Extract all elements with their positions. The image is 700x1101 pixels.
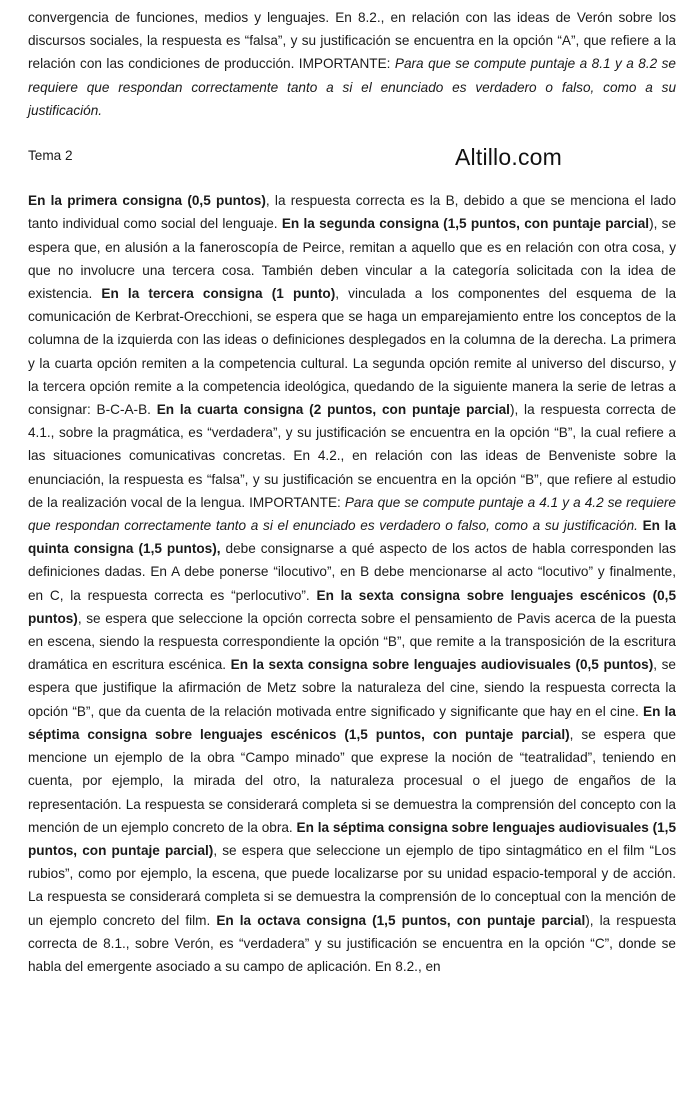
intro-text: convergencia de funciones, medios y lenguajes. En 8.2., en relación con las ideas de Verón sobre los discursos sociales, la respuesta es “falsa”, y su justificación se encuentra en la opción “A”, que refiere a la relación con las condiciones de producción. IMPORTANTE: xyxy=(28,10,676,72)
consigna-heading: En la séptima consigna sobre lenguajes audiovisuales (1,5 puntos, con puntaje parcial) xyxy=(28,819,677,858)
consigna-heading: En la segunda consigna (1,5 puntos, con puntaje parcial xyxy=(281,216,650,232)
body-text: debe consignarse a qué aspecto de los actos de habla corresponden las definiciones dadas. En A debe ponerse “ilocutivo”, en B debe mencionarse al acto “locutivo” y finalmente, en C, la respuesta correcta es “perlocutivo”. xyxy=(28,541,676,603)
consigna-heading: En la tercera consigna (1 punto) xyxy=(101,286,336,302)
consigna-heading: En la quinta consigna (1,5 puntos), xyxy=(28,518,677,557)
body-text: , se espera que seleccione un ejemplo de tipo sintagmático en el film “Los rubios”, como por ejemplo, la escena, que puede localizarse por su unidad espacio-temporal y de acción. La respuesta se considerará completa si se demuestra la comprensión de lo conceptual con la mención de un ejemplo concreto del film. xyxy=(28,842,676,928)
intro-important-note: Para que se compute puntaje a 8.1 y a 8.2 se requiere que respondan correctamente tanto a si el enunciado es verdadero o falso, como a su justificación. xyxy=(28,56,676,118)
body-text: , la respuesta correcta es la B, debido a que se menciona el lado tanto individual como social del lenguaje. xyxy=(28,193,676,232)
section-title: Tema 2 xyxy=(28,148,73,164)
body-text: ), la respuesta correcta de 4.1., sobre la pragmática, es “verdadera”, y su justificación se encuentra en la opción “B”, la cual refiere a las situaciones comunicativas concretas. En 4.2., en relación con las ideas de Benveniste sobre la enunciación, la respuesta es “falsa”, y su justificación se encuentra en la opción “B”, que refiere al estudio de la realización vocal de la lengua. IMPORTANTE: xyxy=(28,402,677,510)
consigna-heading: En la sexta consigna sobre lenguajes escénicos (0,5 puntos) xyxy=(28,587,676,626)
document-page xyxy=(28,0,676,978)
body-text: , se espera que mencione un ejemplo de la obra “Campo minado” que exprese la noción de “teatralidad”, teniendo en cuenta, por ejemplo, la mirada del otro, la naturaleza procesual o el juego de engaños de la representación. La respuesta se considerará completa si se demuestra la comprensión del concepto con la mención de un ejemplo concreto de la obra. xyxy=(28,726,676,835)
consigna-heading: En la octava consigna (1,5 puntos, con puntaje parcial xyxy=(216,912,586,928)
intro-paragraph xyxy=(28,6,676,122)
important-note: Para que se compute puntaje a 4.1 y a 4.2 se requiere que respondan correctamente tanto a si el enunciado es verdadero o falso, como a su justificación. xyxy=(28,494,676,534)
consigna-heading: En la primera consigna (0,5 puntos) xyxy=(28,193,266,209)
consigna-heading: En la sexta consigna sobre lenguajes audiovisuales (0,5 puntos) xyxy=(230,657,654,673)
watermark-altillo: Altillo.com xyxy=(455,144,563,170)
consigna-heading: En la cuarta consigna (2 puntos, con puntaje parcial xyxy=(156,402,510,418)
body-text: ), la respuesta correcta de 8.1., sobre Verón, es “verdadera” y su justificación se encuentra en la opción “C”, donde se habla del emergente asociado a su campo de aplicación. En 8.2., en xyxy=(28,912,677,974)
body-text: , vinculada a los componentes del esquema de la comunicación de Kerbrat-Orecchioni, se espera que se haga un emparejamiento entre los conceptos de la columna de la izquierda con las ideas o definiciones desplegados en la columna de la derecha. La primera y la cuarta opción remiten a la competencia cultural. La segunda opción remite al universo del discurso, y la tercera opción remite a la competencia ideológica, quedando de la siguiente manera la serie de letras a consignar: B-C-A-B. xyxy=(28,286,677,418)
body-text: , se espera que justifique la afirmación de Metz sobre la naturaleza del cine, siendo la respuesta correcta la opción “B”, que da cuenta de la relación motivada entre significado y significante que hay en el cine. xyxy=(28,657,676,719)
body-text: , se espera que seleccione la opción correcta sobre el pensamiento de Pavis acerca de la puesta en escena, siendo la respuesta correspondiente la opción “B”, que remite a la transposición de la escritura dramática en escritura escénica. xyxy=(28,610,676,673)
body-text: ), se espera que, en alusión a la faneroscopía de Peirce, remitan a aquello que es en relación con otra cosa, y que no involucre una tercera cosa. También deben vincular a la categoría solicitada con la idea de existencia. xyxy=(28,216,677,302)
body-paragraph xyxy=(28,189,676,978)
consigna-heading: En la séptima consigna sobre lenguajes escénicos (1,5 puntos, con puntaje parcial) xyxy=(28,703,676,742)
